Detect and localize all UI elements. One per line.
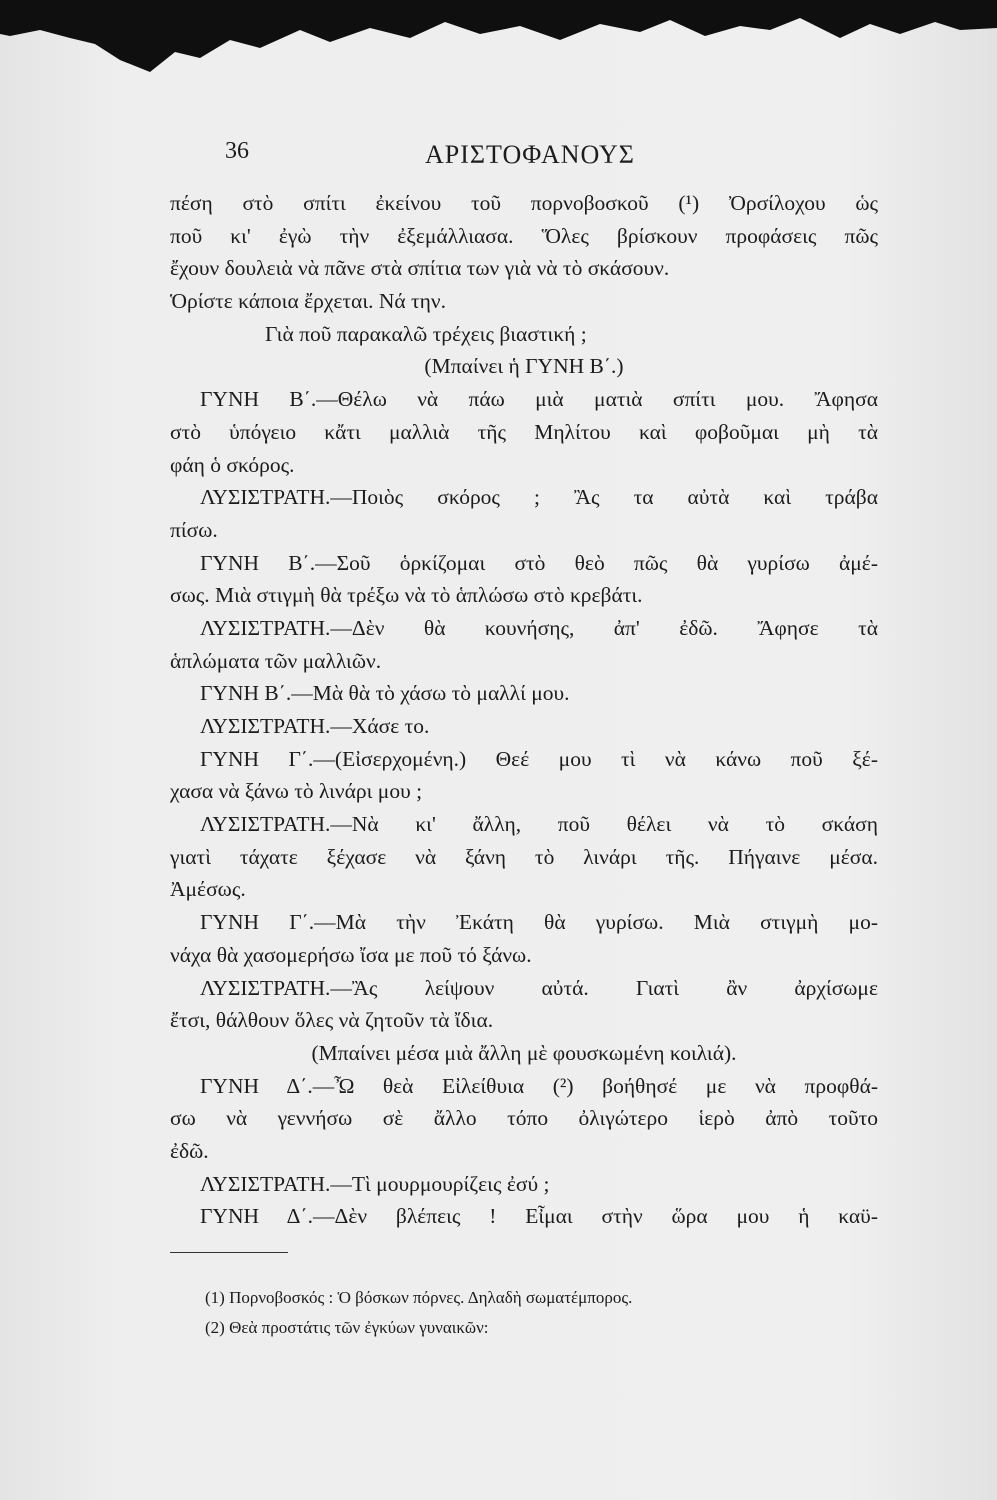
text-line: ἁπλώματα τῶν μαλλιῶν. (170, 648, 382, 673)
running-title: ΑΡΙΣΤΟΦΑΝΟΥΣ (425, 140, 635, 169)
footnotes (205, 1283, 845, 1343)
stage-direction: (Μπαίνει ἡ ΓΥΝΗ Β΄.) (424, 354, 624, 379)
text-line: σως. Μιὰ στιγμὴ θὰ τρέξω νὰ τὸ ἁπλώσω στὸ κρεβάτι. (170, 583, 643, 608)
text-line: Ὁρίστε κάποια ἔρχεται. Νά την. (170, 289, 447, 314)
text-line: ΓΥΝΗ Γ΄.—Μὰ τὴν Ἐκάτη θὰ γυρίσω. Μιὰ στιγμὴ μο- (200, 910, 878, 935)
text-line: ἔτσι, θάλθουν ὅλες νὰ ζητοῦν τὰ ἴδια. (170, 1008, 494, 1033)
footnote-1: (1) Πορνοβοσκός : Ὁ βόσκων πόρνες. Δηλαδὴ σωματέμπορος. (205, 1288, 633, 1307)
page-number: 36 (225, 138, 249, 164)
text-line: ἔχουν δουλειὰ νὰ πᾶνε στὰ σπίτια των γιὰ νὰ τὸ σκάσουν. (170, 256, 670, 281)
text-line: φάη ὁ σκόρος. (170, 452, 295, 477)
text-line: ΓΥΝΗ Β΄.—Θέλω νὰ πάω μιὰ ματιὰ σπίτι μου. Ἄφησα (200, 387, 878, 412)
text-line: ἐδῶ. (170, 1138, 209, 1163)
text-line: νάχα θὰ χασομερήσω ἴσα με ποῦ τό ξάνω. (170, 942, 532, 967)
text-line: ΛΥΣΙΣΤΡΑΤΗ.—Χάσε το. (200, 714, 430, 738)
text-line: ΓΥΝΗ Β΄.—Μὰ θὰ τὸ χάσω τὸ μαλλί μου. (200, 681, 570, 706)
text-line: ΛΥΣΙΣΤΡΑΤΗ.—Ποιὸς σκόρος ; Ἂς τα αὐτὰ καὶ τράβα (200, 485, 878, 510)
text-line: ΓΥΝΗ Δ΄.—Ὦ θεὰ Εἰλείθυια (²) βοήθησέ με νὰ προφθά- (200, 1073, 878, 1098)
text-line: πέση στὸ σπίτι ἐκείνου τοῦ πορνοβοσκοῦ (¹) Ὀρσίλοχου ὡς (170, 191, 878, 215)
text-line: Γιὰ ποῦ παρακαλῶ τρέχεις βιαστική ; (265, 321, 587, 346)
text-line: ΓΥΝΗ Γ΄.—(Εἰσερχομένη.) Θεέ μου τὶ νὰ κάνω ποῦ ξέ- (200, 746, 878, 771)
text-line: ΛΥΣΙΣΤΡΑΤΗ.—Νὰ κι' ἄλλη, ποῦ θέλει νὰ τὸ σκάση (200, 812, 878, 837)
text-line: γιατὶ τάχατε ξέχασε νὰ ξάνη τὸ λινάρι τῆς. Πήγαινε μέσα. (170, 844, 878, 869)
body-text (170, 187, 878, 1233)
text-line: στὸ ὑπόγειο κἄτι μαλλιὰ τῆς Μηλίτου καὶ φοβοῦμαι μὴ τὰ (170, 419, 878, 444)
text-line: σω νὰ γεννήσω σὲ ἄλλο τόπο ὀλιγώτερο ἱερὸ ἀπὸ τοῦτο (170, 1106, 878, 1131)
text-line: ΓΥΝΗ Β΄.—Σοῦ ὁρκίζομαι στὸ θεὸ πῶς θὰ γυρίσω ἀμέ- (200, 550, 878, 575)
text-line: ποῦ κι' ἐγὼ τὴν ἐξεμάλλιασα. Ὅλες βρίσκουν προφάσεις πῶς (170, 223, 878, 248)
footnote-divider (170, 1252, 288, 1253)
text-line: ΓΥΝΗ Δ΄.—Δὲν βλέπεις ! Εἶμαι στὴν ὥρα μου ἡ καϋ- (200, 1204, 878, 1229)
footnote-2: (2) Θεὰ προστάτις τῶν ἐγκύων γυναικῶν: (205, 1318, 489, 1337)
text-line: Ἀμέσως. (170, 877, 246, 902)
text-line: ΛΥΣΙΣΤΡΑΤΗ.—Τὶ μουρμουρίζεις ἐσύ ; (200, 1171, 550, 1196)
text-line: πίσω. (170, 517, 218, 542)
torn-top-edge (0, 0, 997, 90)
text-line: ΛΥΣΙΣΤΡΑΤΗ.—Ἂς λείψουν αὐτά. Γιατὶ ἂν ἀρχίσωμε (200, 975, 878, 1000)
stage-direction: (Μπαίνει μέσα μιὰ ἄλλη μὲ φουσκωμένη κοιλιά). (311, 1040, 737, 1065)
text-line: ΛΥΣΙΣΤΡΑΤΗ.—Δὲν θὰ κουνήσης, ἀπ' ἐδῶ. Ἄφησε τὰ (200, 615, 878, 640)
text-line: χασα νὰ ξάνω τὸ λινάρι μου ; (170, 779, 423, 804)
